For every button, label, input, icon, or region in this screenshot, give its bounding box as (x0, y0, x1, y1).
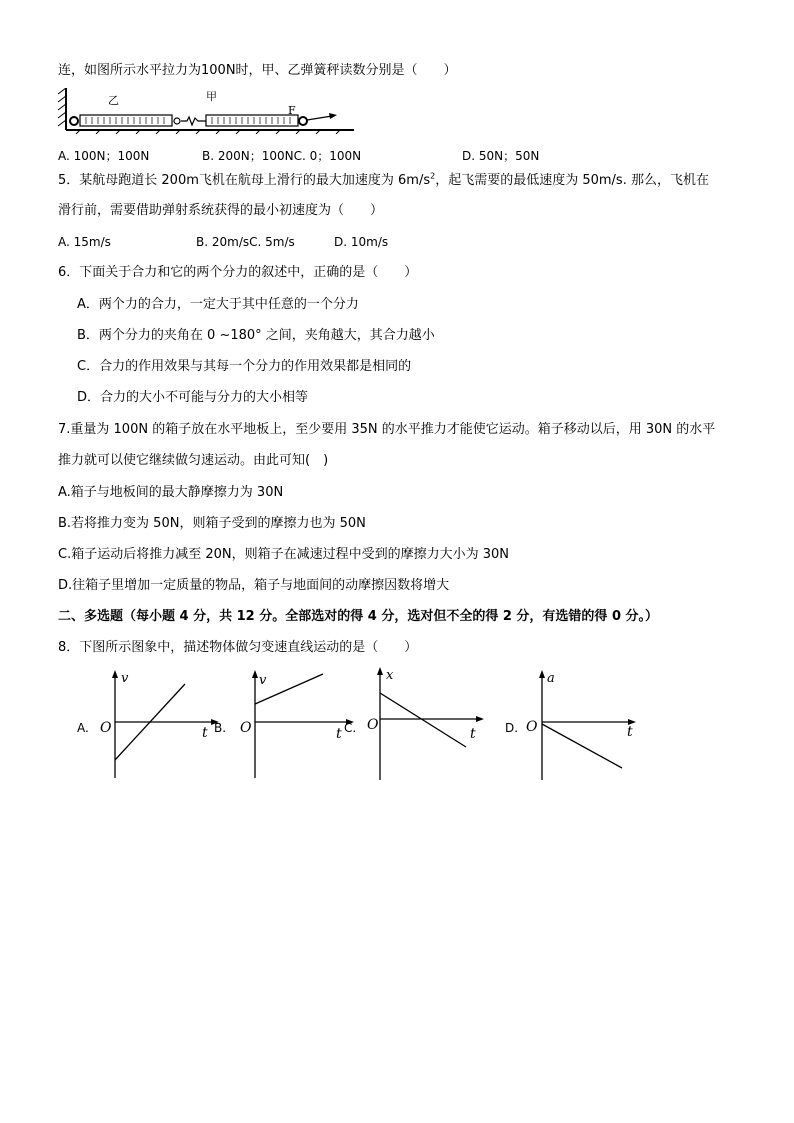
q4-option-d: D. 50N；50N (462, 149, 540, 163)
q5-option-a: A. 15m/s (58, 235, 111, 249)
graph-c-option: C. (344, 721, 357, 735)
section2-heading: 二、多选题（每小题 4 分，共 12 分。全部选对的得 4 分，选对但不全的得 2 分，有选错的得 0 分。） (58, 609, 659, 624)
q7-option-d: D.往箱子里增加一定质量的物品，箱子与地面间的动摩擦因数将增大 (58, 578, 450, 593)
q7-stem-line1: 7.重量为 100N 的箱子放在水平地板上，至少要用 35N 的水平推力才能使它运动。箱子移动以后，用 30N 的水平 (58, 422, 716, 437)
graph-d (522, 668, 652, 788)
q4-stem: 连，如图所示水平拉力为100N时，甲、乙弹簧秤读数分别是（ ） (58, 63, 457, 78)
graph-d-line (542, 724, 622, 768)
graph-b-origin: O (240, 720, 252, 736)
q7-option-a: A.箱子与地板间的最大静摩擦力为 30N (58, 485, 284, 500)
q7-option-b: B.若将推力变为 50N，则箱子受到的摩擦力也为 50N (58, 516, 366, 531)
q7-option-c: C.箱子运动后将推力减至 20N，则箱子在减速过程中受到的摩擦力大小为 30N (58, 547, 510, 562)
graph-c-y-label: x (386, 668, 394, 683)
graph-b-option: B. (214, 721, 227, 735)
q5-option-d: D. 10m/s (334, 235, 389, 249)
graph-a-x-label: t (202, 725, 208, 741)
q5-stem-line2: 滑行前，需要借助弹射系统获得的最小初速度为（ ） (58, 203, 384, 218)
graph-c (360, 665, 490, 785)
q8-stem: 8．下图所示图象中，描述物体做匀变速直线运动的是（ ） (58, 640, 418, 655)
graph-c-x-label: t (470, 726, 476, 742)
q5-stem-part2: ，起飞需要的最低速度为 50m/s. 那么，飞机在 (435, 173, 709, 188)
q5-stem-part1: 5．某航母跑道长 200m飞机在航母上滑行的最大加速度为 6m/s (58, 173, 431, 188)
graph-d-option: D. (505, 721, 519, 735)
graph-a-y-label: v (121, 671, 129, 686)
graph-b-y-label: v (259, 673, 267, 688)
q4-option-a: A. 100N；100N (58, 149, 150, 163)
q6-stem: 6．下面关于合力和它的两个分力的叙述中，正确的是（ ） (58, 265, 418, 280)
q6-option-d: D．合力的大小不可能与分力的大小相等 (77, 390, 309, 405)
graph-b-x-label: t (336, 726, 342, 742)
graph-d-origin: O (526, 719, 538, 735)
label-force: F (288, 104, 296, 117)
q6-option-c: C．合力的作用效果与其每一个分力的作用效果都是相同的 (77, 359, 412, 374)
q7-stem-line2: 推力就可以使它继续做匀速运动。由此可知( ) (58, 453, 329, 468)
graph-d-y-label: a (547, 671, 555, 686)
spring-scale-figure (56, 88, 356, 134)
q5-option-bc: B. 20m/sC. 5m/s (196, 235, 295, 249)
graph-c-line (380, 693, 466, 747)
graph-a-origin: O (100, 720, 112, 736)
graph-a (95, 668, 225, 788)
label-yi: 乙 (108, 94, 119, 107)
graph-d-x-label: t (627, 724, 633, 740)
q6-option-a: A．两个力的合力，一定大于其中任意的一个分力 (77, 297, 359, 312)
q4-option-bc: B. 200N；100NC. 0；100N (202, 149, 362, 163)
graph-c-origin: O (367, 717, 379, 733)
q6-option-b: B．两个分力的夹角在 0 ~180° 之间，夹角越大，其合力越小 (77, 328, 435, 343)
label-jia: 甲 (206, 90, 217, 103)
q5-exponent: 2 (430, 171, 436, 181)
graph-a-option: A. (77, 721, 89, 735)
q5-stem-line1 (58, 172, 709, 190)
